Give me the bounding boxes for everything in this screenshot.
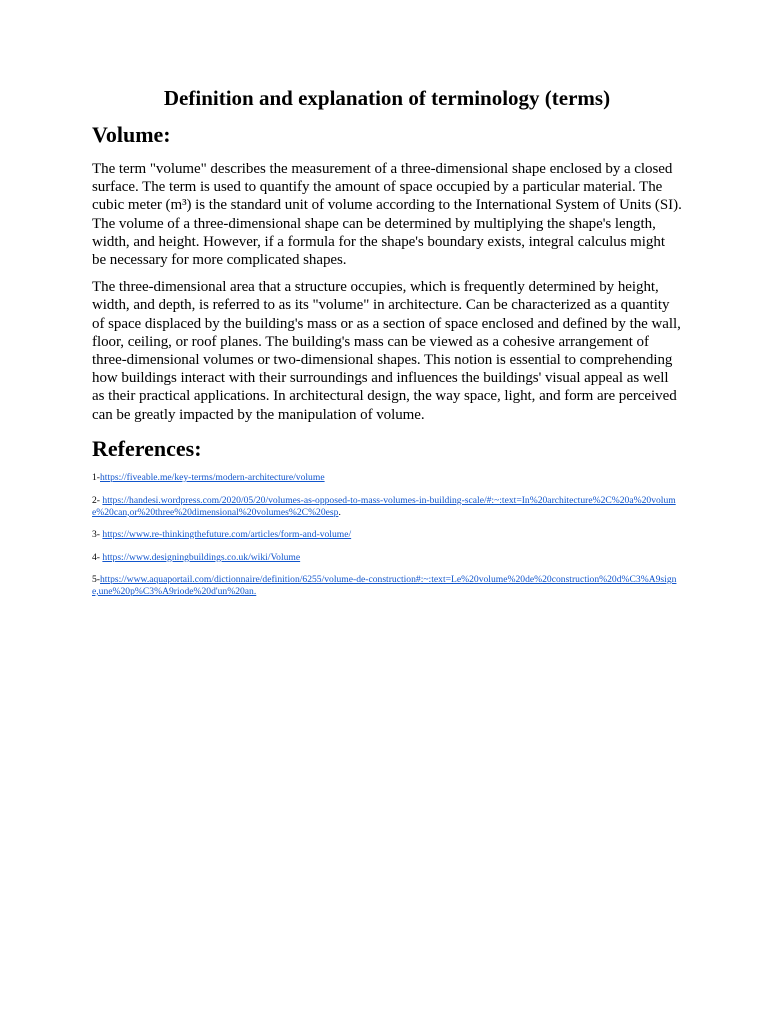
reference-item-4 <box>92 552 682 564</box>
reference-number: 2- <box>92 494 103 506</box>
reference-item-1 <box>92 472 682 484</box>
reference-link-1[interactable]: https://fiveable.me/key-terms/modern-architecture/volume <box>100 471 325 483</box>
references-list <box>92 472 682 598</box>
reference-number: 5- <box>92 573 100 585</box>
volume-heading: Volume: <box>92 122 171 147</box>
volume-paragraph-1: The term "volume" describes the measurement of a three-dimensional shape enclosed by a closed surface. The term is used to quantify the amount of space occupied by a particular material. The cubic meter (m³) is the standard unit of volume according to the International System of Units (SI). The volume of a three-dimensional shape can be determined by multiplying the shape's length, width, and height. However, if a formula for the shape's boundary exists, integral calculus might be necessary for more complicated shapes. <box>92 161 682 269</box>
reference-link-2[interactable]: https://handesi.wordpress.com/2020/05/20/volumes-as-opposed-to-mass-volumes-in-building-scale/#:~:text=In%20architecture%2C%20a%20volume%20can,or%20three%20dimensional%20volumes%2C%20esp <box>92 494 676 518</box>
reference-link-5[interactable]: https://www.aquaportail.com/dictionnaire/definition/6255/volume-de-construction#:~:text=Le%20volume%20de%20construction%20d%C3%A9signe,une%20p%C3%A9riode%20d'un%20an. <box>92 573 677 597</box>
reference-item-2 <box>92 495 682 519</box>
references-heading: References: <box>92 435 202 461</box>
reference-number: 1- <box>92 471 100 483</box>
document-title: Definition and explanation of terminology (terms) <box>163 86 611 110</box>
document-body <box>92 84 682 608</box>
volume-paragraph-2: The three-dimensional area that a structure occupies, which is frequently determined by height, width, and depth, is referred to as its "volume" in architecture. Can be characterized as a quantity of space displaced by the building's mass or as a section of space enclosed and defined by the wall, floor, ceiling, or roof planes. The building's mass can be viewed as a cohesive arrangement of three-dimensional volumes or two-dimensional shapes. This notion is essential to comprehending how buildings interact with their surroundings and influences the buildings' visual appeal as well as their practical applications. In architectural design, the way space, light, and form are perceived can be greatly impacted by the manipulation of volume. <box>92 279 681 423</box>
reference-number: 4- <box>92 551 103 563</box>
reference-link-4[interactable]: https://www.designingbuildings.co.uk/wiki/Volume <box>102 551 301 563</box>
reference-number: 3- <box>92 528 103 540</box>
reference-suffix: . <box>338 506 341 518</box>
reference-item-3 <box>92 529 682 541</box>
reference-link-3[interactable]: https://www.re-thinkingthefuture.com/articles/form-and-volume/ <box>102 528 352 540</box>
reference-item-5 <box>92 574 682 598</box>
